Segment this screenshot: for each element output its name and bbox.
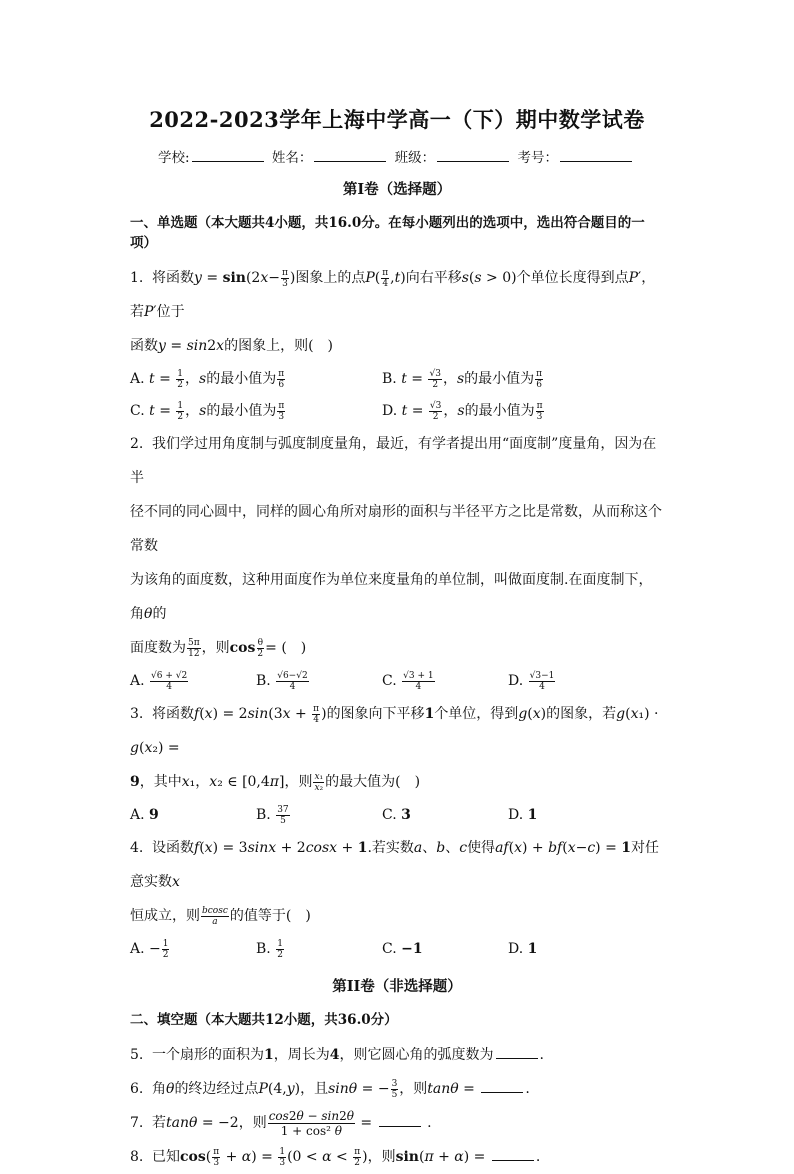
q3-text: 将函数 <box>152 706 194 722</box>
q6-number: 6. <box>130 1081 144 1097</box>
option-letter: C. <box>382 941 397 957</box>
question-6: 6. 角θ的终边经过点P(4,y)，且sinθ = − $\frac{3}{5}$ ，则tanθ = . <box>130 1072 664 1106</box>
q8-number: 8. <box>130 1149 144 1165</box>
q2-text: ，则 <box>201 640 230 656</box>
question-2-line4: 面度数为 $\frac{5\pi}{12}$ ，则cos $\frac{\theta}{2}$ = ( ) <box>130 637 307 659</box>
q5-text: 一个扇形的面积为 <box>152 1047 264 1063</box>
q4-text: 使得 <box>467 840 496 856</box>
question-3-line2: 9，其中x₁，x₂ ∈ [0,4π]，则 $\frac{\text{x₁}}{\text{x₂}}$ 的最大值为( ) <box>130 771 421 793</box>
q3-text: 其中 <box>153 774 182 790</box>
option-letter: C. <box>130 403 145 419</box>
page-title: 2022-2023学年上海中学高一（下）期中数学试卷 <box>149 107 645 132</box>
option-letter: A. <box>130 807 145 823</box>
question-8: 8. 已知cos( $\frac{\pi}{3}$ + α) = $\frac{1}{3}$ (0 < α < $\frac{\pi}{2}$ )，则sin(π + α) = . <box>130 1140 664 1174</box>
q4-text: 对任意实数 <box>130 840 660 890</box>
q2-option-b[interactable]: B. $\frac{√6-√2}{4}$ <box>256 670 308 692</box>
question-1-line2: 函数y = sin2x的图象上，则( ) <box>130 338 334 354</box>
q1-text: 个单位长度得到点 <box>516 270 629 286</box>
q4-option-d[interactable] <box>508 933 634 965</box>
option-letter: B. <box>382 371 397 387</box>
question-2-line3: 为该角的面度数，这种用面度作为单位来度量角的单位制，叫做面度制.在面度制下，角θ的 <box>130 572 653 622</box>
section1-title: 第I卷（选择题） <box>342 181 452 198</box>
option-value: 1 <box>527 807 538 823</box>
q1-text: 函数 <box>130 338 158 354</box>
name-blank[interactable] <box>314 160 386 162</box>
option-value: 9 <box>149 807 159 823</box>
q6-text: . <box>525 1081 530 1097</box>
q2-option-a[interactable]: A. $\frac{√6 + √2}{4}$ <box>130 670 188 692</box>
q3-option-d[interactable] <box>508 799 634 831</box>
option-text: 的最小值为 <box>206 371 277 387</box>
name-label: 姓名： <box>271 150 313 166</box>
question-4-line2: 恒成立，则 $\frac{bcosc}{a}$ 的值等于( ) <box>130 905 311 927</box>
option-value: −1 <box>401 941 423 957</box>
section2-title: 第II卷（非选择题） <box>332 978 462 995</box>
q3-text: 的最大值为( ) <box>325 774 421 790</box>
option-text: 的最小值为 <box>464 371 535 387</box>
q5-number: 5. <box>130 1047 144 1063</box>
q6-text: ，则 <box>399 1081 428 1097</box>
q2-text: 面度数为 <box>130 640 186 656</box>
q4-text: .若实数 <box>367 840 414 856</box>
q5-text: ，则它圆心角的弧度数为 <box>339 1047 494 1063</box>
q3-option-c[interactable] <box>382 799 508 831</box>
question-4: 4. 设函数f(x) = 3sinx + 2cosx + 1.若实数a、b、c使得af(x) + bf(x−c) = 1对任意实数x <box>130 831 664 899</box>
q4-option-a[interactable]: A. − $\frac{1}{2}$ <box>130 938 169 960</box>
q3-number: 3. <box>130 706 144 722</box>
q7-text: 若 <box>152 1115 166 1131</box>
q2-options <box>130 665 664 697</box>
question-3: 3. 将函数f(x) = 2sin(3x + $\frac{\pi}{4}$ )的图象向下平移1个单位，得到g(x)的图象，若g(x₁) · g(x₂) = <box>130 697 664 765</box>
q3-text: 个单位，得到 <box>434 706 519 722</box>
q5-text: . <box>539 1047 544 1063</box>
q4-number: 4. <box>130 840 144 856</box>
q8-text: . <box>535 1149 541 1165</box>
q6-text: 角 <box>152 1081 166 1097</box>
exam-no-label: 考号： <box>517 150 558 166</box>
q1-text: 的图象上，则( ) <box>224 338 334 354</box>
q1-text: 将函数 <box>152 270 194 286</box>
q2-option-c[interactable]: C. $\frac{√3 + 1}{4}$ <box>382 670 434 692</box>
question-7: 7. 若tanθ = −2，则 $\frac{\cos 2\theta - \sin 2\theta}{\text{1 + cos² θ}}$ = . <box>130 1106 664 1140</box>
part2-heading: 二、填空题（本大题共12小题，共36.0分） <box>130 1012 398 1028</box>
q4-options <box>130 933 664 965</box>
part1-heading: 一、单选题（本大题共4小题，共16.0分。在每小题列出的选项中，选出符合题目的一项） <box>130 215 645 251</box>
school-blank[interactable] <box>192 160 264 162</box>
option-letter: C. <box>382 807 397 823</box>
q1-text: 位于 <box>156 304 185 320</box>
student-info-line <box>130 146 664 166</box>
option-letter: D. <box>382 403 398 419</box>
option-letter: B. <box>256 673 271 689</box>
q5-answer-blank[interactable] <box>496 1057 538 1059</box>
q5-text: ，周长为 <box>273 1047 330 1063</box>
q3-option-a[interactable] <box>130 799 256 831</box>
exam-no-blank[interactable] <box>560 160 632 162</box>
question-2 <box>130 427 664 495</box>
question-2-line2: 径不同的同心圆中，同样的圆心角所对扇形的面积与半径平方之比是常数，从而称这个常数 <box>130 504 662 554</box>
option-letter: A. <box>130 371 145 387</box>
school-label: 学校: <box>158 150 190 166</box>
q1-options-row1 <box>130 363 664 395</box>
q1-text: 向右平移 <box>405 270 462 286</box>
q1-text: ，若 <box>130 270 656 320</box>
q2-number: 2. <box>130 436 144 452</box>
q1-option-b[interactable]: B. t = $\frac{√3}{2}$ ，s的最小值为 $\frac{\pi}{6}$ <box>382 368 543 390</box>
q2-text: 我们学过用角度制与弧度制度量角，最近，有学者提出用“面度制”度量角，因为在半 <box>130 436 657 486</box>
q1-option-d[interactable]: D. t = $\frac{√3}{2}$ ，s的最小值为 $\frac{\pi}{3}$ <box>382 400 543 422</box>
q1-text: 图象上的点 <box>295 270 366 286</box>
q1-option-c[interactable]: C. t = $\frac{1}{2}$ ，s的最小值为 $\frac{\pi}{3}$ <box>130 400 285 422</box>
q4-text: 恒成立，则 <box>130 908 200 924</box>
question-5: 5. 一个扇形的面积为1，周长为4，则它圆心角的弧度数为 . <box>130 1038 664 1072</box>
q7-number: 7. <box>130 1115 144 1131</box>
option-text: 的最小值为 <box>206 403 277 419</box>
q3-text: 的图象，若 <box>546 706 617 722</box>
option-letter: D. <box>508 673 524 689</box>
q3-text: 的图象向下平移 <box>326 706 425 722</box>
q7-text: ，则 <box>238 1115 267 1131</box>
q2-text: 的 <box>152 606 167 622</box>
option-letter: A. <box>130 673 145 689</box>
question-1: 1. 将函数y = sin(2x− $\frac{\pi}{3}$ )图象上的点P( $\frac{\pi}{4}$ ,t)向右平移s(s > 0)个单位长度得到点P′，若P′位于 <box>130 261 664 329</box>
option-letter: B. <box>256 941 271 957</box>
q6-text: 的终边经过点 <box>174 1081 259 1097</box>
q6-answer-blank[interactable] <box>481 1091 523 1093</box>
q4-text: 的值等于( ) <box>229 908 311 924</box>
option-letter: C. <box>382 673 397 689</box>
q2-text: 为该角的面度数，这种用面度作为单位来度量角的单位制，叫做面度制.在面度制下，角 <box>130 572 653 622</box>
q4-option-b[interactable]: B. $\frac{1}{2}$ <box>256 938 283 960</box>
q6-text: ，且 <box>300 1081 329 1097</box>
q3-options <box>130 799 664 831</box>
class-label: 班级： <box>394 150 436 166</box>
q8-answer-blank[interactable] <box>492 1159 534 1161</box>
option-text: 的最小值为 <box>464 403 535 419</box>
q1-options-row2 <box>130 395 664 427</box>
q3-text: ，则 <box>284 774 313 790</box>
option-value: 1 <box>527 941 538 957</box>
q4-text: 设函数 <box>152 840 194 856</box>
option-letter: A. <box>130 941 145 957</box>
option-letter: D. <box>508 941 524 957</box>
q1-number: 1. <box>130 270 144 286</box>
q7-text: . <box>427 1115 432 1131</box>
option-letter: B. <box>256 807 271 823</box>
q2-option-d[interactable]: D. $\frac{√3-1}{4}$ <box>508 670 555 692</box>
option-value: 3 <box>401 807 411 823</box>
q3-option-b[interactable]: B. $\frac{37}{5}$ <box>256 804 289 826</box>
q2-text: = ( ) <box>265 640 307 656</box>
class-blank[interactable] <box>437 160 509 162</box>
q1-option-a[interactable]: A. t = $\frac{1}{2}$ ，s的最小值为 $\frac{\pi}{6}$ <box>130 368 285 390</box>
option-letter: D. <box>508 807 524 823</box>
q4-option-c[interactable] <box>382 933 508 965</box>
q8-text: ，则 <box>367 1149 396 1165</box>
q7-answer-blank[interactable] <box>379 1125 421 1127</box>
q8-text: 已知 <box>152 1149 180 1165</box>
